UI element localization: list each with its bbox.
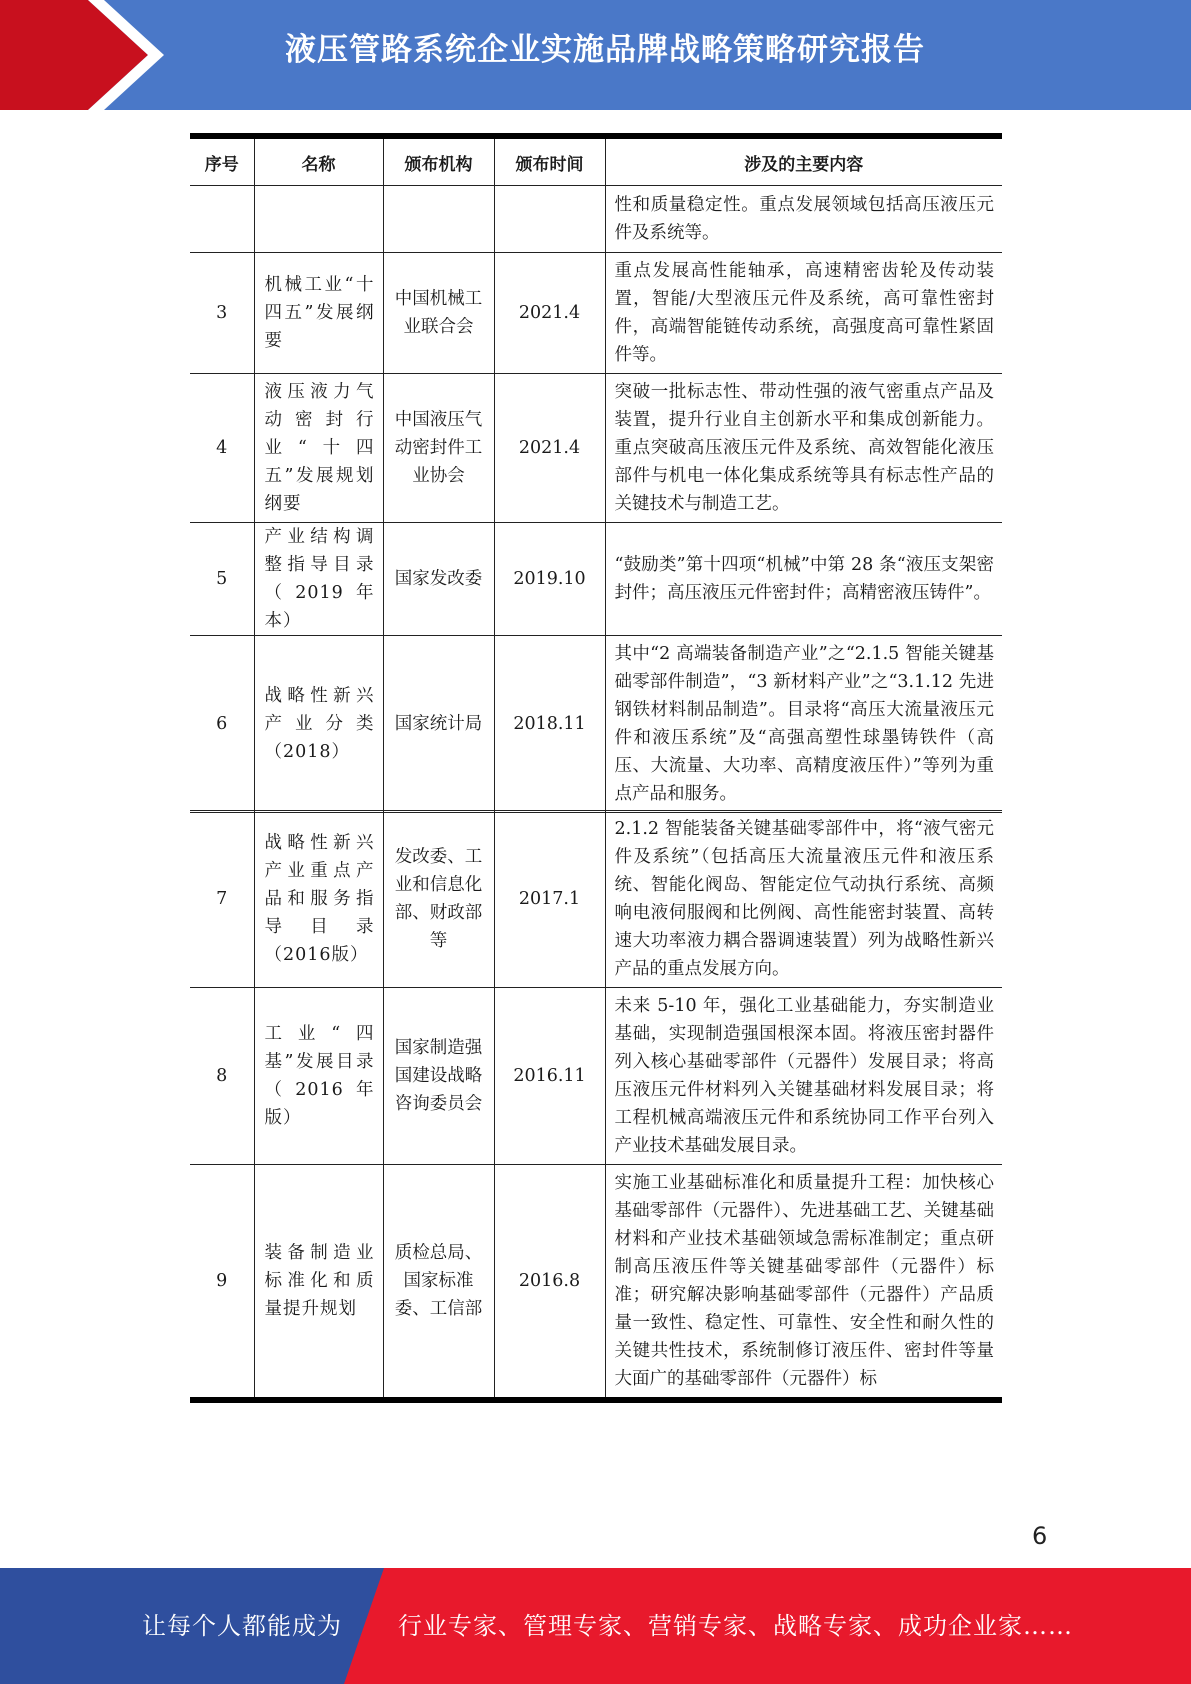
cell-date: 2016.11 [494,988,605,1165]
header-cell-date: 颁布时间 [494,136,605,186]
cell-content: 未来 5-10 年，强化工业基础能力，夯实制造业基础，实现制造强国根深本固。将液压密封器件列入核心基础零部件（元器件）发展目录；将高压液压元件材料列入关键基础材料发展目录；将工程机械高端液压元件和系统协同工作平台列入产业技术基础发展目录。 [605,988,1002,1165]
table-row [190,186,1002,253]
table-header-row [190,136,1002,186]
cell-name [254,186,383,253]
header-cell-name: 名称 [254,136,383,186]
table-row [190,988,1002,1165]
cell-name: 液压液力气动密封行业“十四五”发展规划纲要 [254,374,383,523]
cell-org: 国家制造强国建设战略咨询委员会 [383,988,494,1165]
cell-name: 战略性新兴产业分类（2018） [254,636,383,813]
report-title: 液压管路系统企业实施品牌战略策略研究报告 [285,32,925,68]
header-cell-no: 序号 [190,136,254,186]
cell-content: 突破一批标志性、带动性强的液气密重点产品及装置，提升行业自主创新水平和集成创新能力。重点突破高压液压元件及系统、高效智能化液压部件与机电一体化集成系统等具有标志性产品的关键技术与制造工艺。 [605,374,1002,523]
cell-content: 2.1.2 智能装备关键基础零部件中，将“液气密元件及系统”（包括高压大流量液压元件和液压系统、智能化阀岛、智能定位气动执行系统、高频响电液伺服阀和比例阀、高性能密封装置、高转速大功率液力耦合器调速装置）列为战略性新兴产品的重点发展方向。 [605,811,1002,988]
footer-slogan-left: 让每个人都能成为 [142,1612,342,1640]
cell-org: 国家发改委 [383,523,494,636]
cell-org [383,186,494,253]
cell-name: 产业结构调整指导目录（2019年本） [254,523,383,636]
cell-content: 实施工业基础标准化和质量提升工程：加快核心基础零部件（元器件）、先进基础工艺、关键基础材料和产业技术基础领域急需标准制定；重点研制高压液压件等关键基础零部件（元器件）标准；研究解决影响基础零部件（元器件）产品质量一致性、稳定性、可靠性、安全性和耐久性的关键共性技术，系统制修订液压件、密封件等量大面广的基础零部件（元器件）标 [605,1165,1002,1401]
cell-no: 6 [190,636,254,813]
cell-content: 重点发展高性能轴承，高速精密齿轮及传动装置，智能/大型液压元件及系统，高可靠性密封件，高端智能链传动系统，高强度高可靠性紧固件等。 [605,253,1002,374]
cell-date: 2018.11 [494,636,605,813]
cell-org: 国家统计局 [383,636,494,813]
cell-org: 中国液压气动密封件工业协会 [383,374,494,523]
cell-date: 2021.4 [494,253,605,374]
cell-no: 5 [190,523,254,636]
policy-table-part-1 [190,133,1002,813]
cell-date: 2016.8 [494,1165,605,1401]
cell-name: 战略性新兴产业重点产品和服务指导目录（2016版） [254,811,383,988]
cell-date [494,186,605,253]
cell-no: 7 [190,811,254,988]
table-row [190,374,1002,523]
page-header [0,0,1191,110]
cell-date: 2021.4 [494,374,605,523]
footer-slogan-right: 行业专家、管理专家、营销专家、战略专家、成功企业家…… [398,1612,1073,1640]
table-row [190,636,1002,813]
cell-name: 机械工业“十四五”发展纲要 [254,253,383,374]
cell-content: “鼓励类”第十四项“机械”中第 28 条“液压支架密封件；高压液压元件密封件；高精密液压铸件”。 [605,523,1002,636]
cell-no [190,186,254,253]
cell-name: 装备制造业标准化和质量提升规划 [254,1165,383,1401]
policy-table-part-2 [190,810,1002,1403]
cell-no: 3 [190,253,254,374]
cell-org: 质检总局、国家标准委、工信部 [383,1165,494,1401]
table-row [190,253,1002,374]
cell-name: 工业“四基”发展目录（2016年版） [254,988,383,1165]
cell-content: 其中“2 高端装备制造产业”之“2.1.5 智能关键基础零部件制造”，“3 新材料产业”之“3.1.12 先进钢铁材料制品制造”。目录将“高压大流量液压元件和液压系统”及“高强高塑性球墨铸铁件（高压、大流量、大功率、高精度液压件）”等列为重点产品和服务。 [605,636,1002,813]
cell-content: 性和质量稳定性。重点发展领域包括高压液压元件及系统等。 [605,186,1002,253]
page-number: 6 [1032,1522,1048,1550]
cell-org: 发改委、工业和信息化部、财政部等 [383,811,494,988]
page-footer [0,1568,1191,1684]
cell-no: 9 [190,1165,254,1401]
table-row [190,811,1002,988]
table-row [190,523,1002,636]
cell-org: 中国机械工业联合会 [383,253,494,374]
header-cell-org: 颁布机构 [383,136,494,186]
cell-no: 8 [190,988,254,1165]
cell-date: 2017.1 [494,811,605,988]
cell-date: 2019.10 [494,523,605,636]
cell-no: 4 [190,374,254,523]
table-row [190,1165,1002,1401]
header-chevron-decoration [0,0,260,110]
header-cell-content: 涉及的主要内容 [605,136,1002,186]
